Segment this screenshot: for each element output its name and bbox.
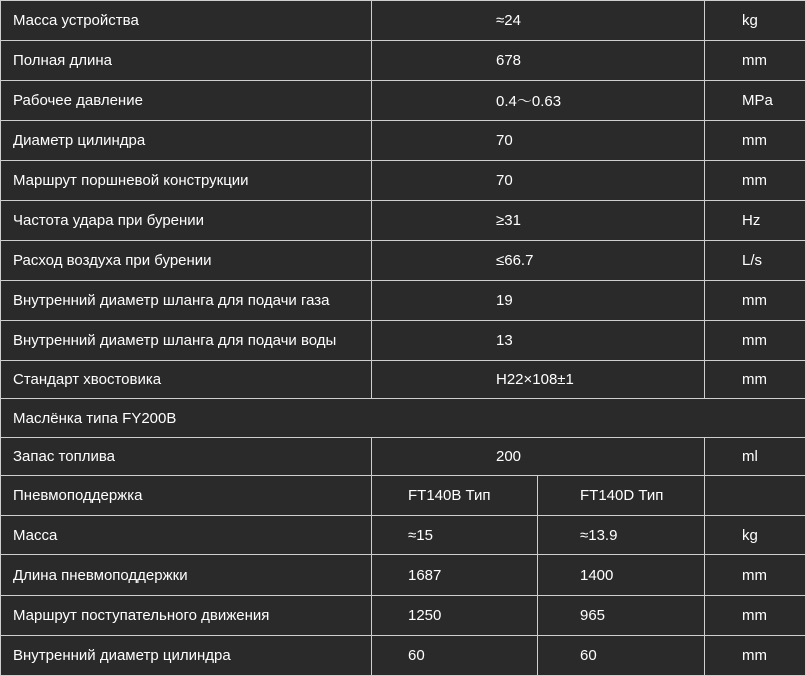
table-row xyxy=(1,241,806,281)
spec-unit: mm xyxy=(705,161,806,201)
pusher-header-unit-empty xyxy=(705,476,806,516)
spec-unit: mm xyxy=(705,41,806,81)
table-row xyxy=(1,281,806,321)
spec-unit: Hz xyxy=(705,201,806,241)
spec-label: Рабочее давление xyxy=(1,81,372,121)
spec-label: Маршрут поршневой конструкции xyxy=(1,161,372,201)
spec-unit: MPa xyxy=(705,81,806,121)
table-row xyxy=(1,201,806,241)
spec-label: Масса устройства xyxy=(1,1,372,41)
table-row xyxy=(1,555,806,596)
pusher-value-d: 965 xyxy=(538,596,705,636)
spec-unit: mm xyxy=(705,281,806,321)
spec-value: 678 xyxy=(372,41,705,81)
spec-unit: mm xyxy=(705,121,806,161)
spec-value: 13 xyxy=(372,321,705,361)
spec-label: Масса xyxy=(1,516,372,555)
spec-label: Внутренний диаметр шланга для подачи воды xyxy=(1,321,372,361)
spec-label: Стандарт хвостовика xyxy=(1,361,372,399)
pusher-value-b: ≈15 xyxy=(372,516,538,555)
pusher-value-d: 1400 xyxy=(538,555,705,596)
spec-unit: mm xyxy=(705,636,806,676)
spec-unit: L/s xyxy=(705,241,806,281)
table-row xyxy=(1,161,806,201)
spec-label: Длина пневмоподдержки xyxy=(1,555,372,596)
pusher-value-b: 60 xyxy=(372,636,538,676)
pusher-value-b: 1687 xyxy=(372,555,538,596)
pusher-type-b: FT140B Тип xyxy=(372,476,538,516)
spec-value: ≥31 xyxy=(372,201,705,241)
spec-unit: kg xyxy=(705,516,806,555)
spec-value: H22×108±1 xyxy=(372,361,705,399)
spec-label: Запас топлива xyxy=(1,438,372,476)
table-row xyxy=(1,81,806,121)
spec-label: Частота удара при бурении xyxy=(1,201,372,241)
spec-value: ≈24 xyxy=(372,1,705,41)
spec-value: 19 xyxy=(372,281,705,321)
table-row xyxy=(1,438,806,476)
spec-label: Диаметр цилиндра xyxy=(1,121,372,161)
spec-unit: mm xyxy=(705,555,806,596)
pusher-header-row xyxy=(1,476,806,516)
table-row xyxy=(1,121,806,161)
spec-unit: mm xyxy=(705,361,806,399)
spec-label: Расход воздуха при бурении xyxy=(1,241,372,281)
pusher-value-b: 1250 xyxy=(372,596,538,636)
table-row xyxy=(1,321,806,361)
spec-label: Полная длина xyxy=(1,41,372,81)
spec-unit: ml xyxy=(705,438,806,476)
pusher-value-d: 60 xyxy=(538,636,705,676)
table-row xyxy=(1,361,806,399)
spec-label: Внутренний диаметр шланга для подачи газа xyxy=(1,281,372,321)
spec-value: ≤66.7 xyxy=(372,241,705,281)
spec-label: Маршрут поступательного движения xyxy=(1,596,372,636)
spec-value: 70 xyxy=(372,121,705,161)
table-row xyxy=(1,636,806,676)
spec-unit: kg xyxy=(705,1,806,41)
spec-value: 70 xyxy=(372,161,705,201)
spec-unit: mm xyxy=(705,596,806,636)
oiler-section-title: Маслёнка типа FY200B xyxy=(1,399,806,438)
pusher-value-d: ≈13.9 xyxy=(538,516,705,555)
section-header-row xyxy=(1,399,806,438)
table-row xyxy=(1,1,806,41)
pusher-type-d: FT140D Тип xyxy=(538,476,705,516)
table-row xyxy=(1,596,806,636)
spec-value: 0.4～0.63 xyxy=(372,81,705,121)
pusher-header-label: Пневмоподдержка xyxy=(1,476,372,516)
spec-unit: mm xyxy=(705,321,806,361)
spec-value: 200 xyxy=(372,438,705,476)
spec-label: Внутренний диаметр цилиндра xyxy=(1,636,372,676)
table-row xyxy=(1,516,806,555)
table-row xyxy=(1,41,806,81)
